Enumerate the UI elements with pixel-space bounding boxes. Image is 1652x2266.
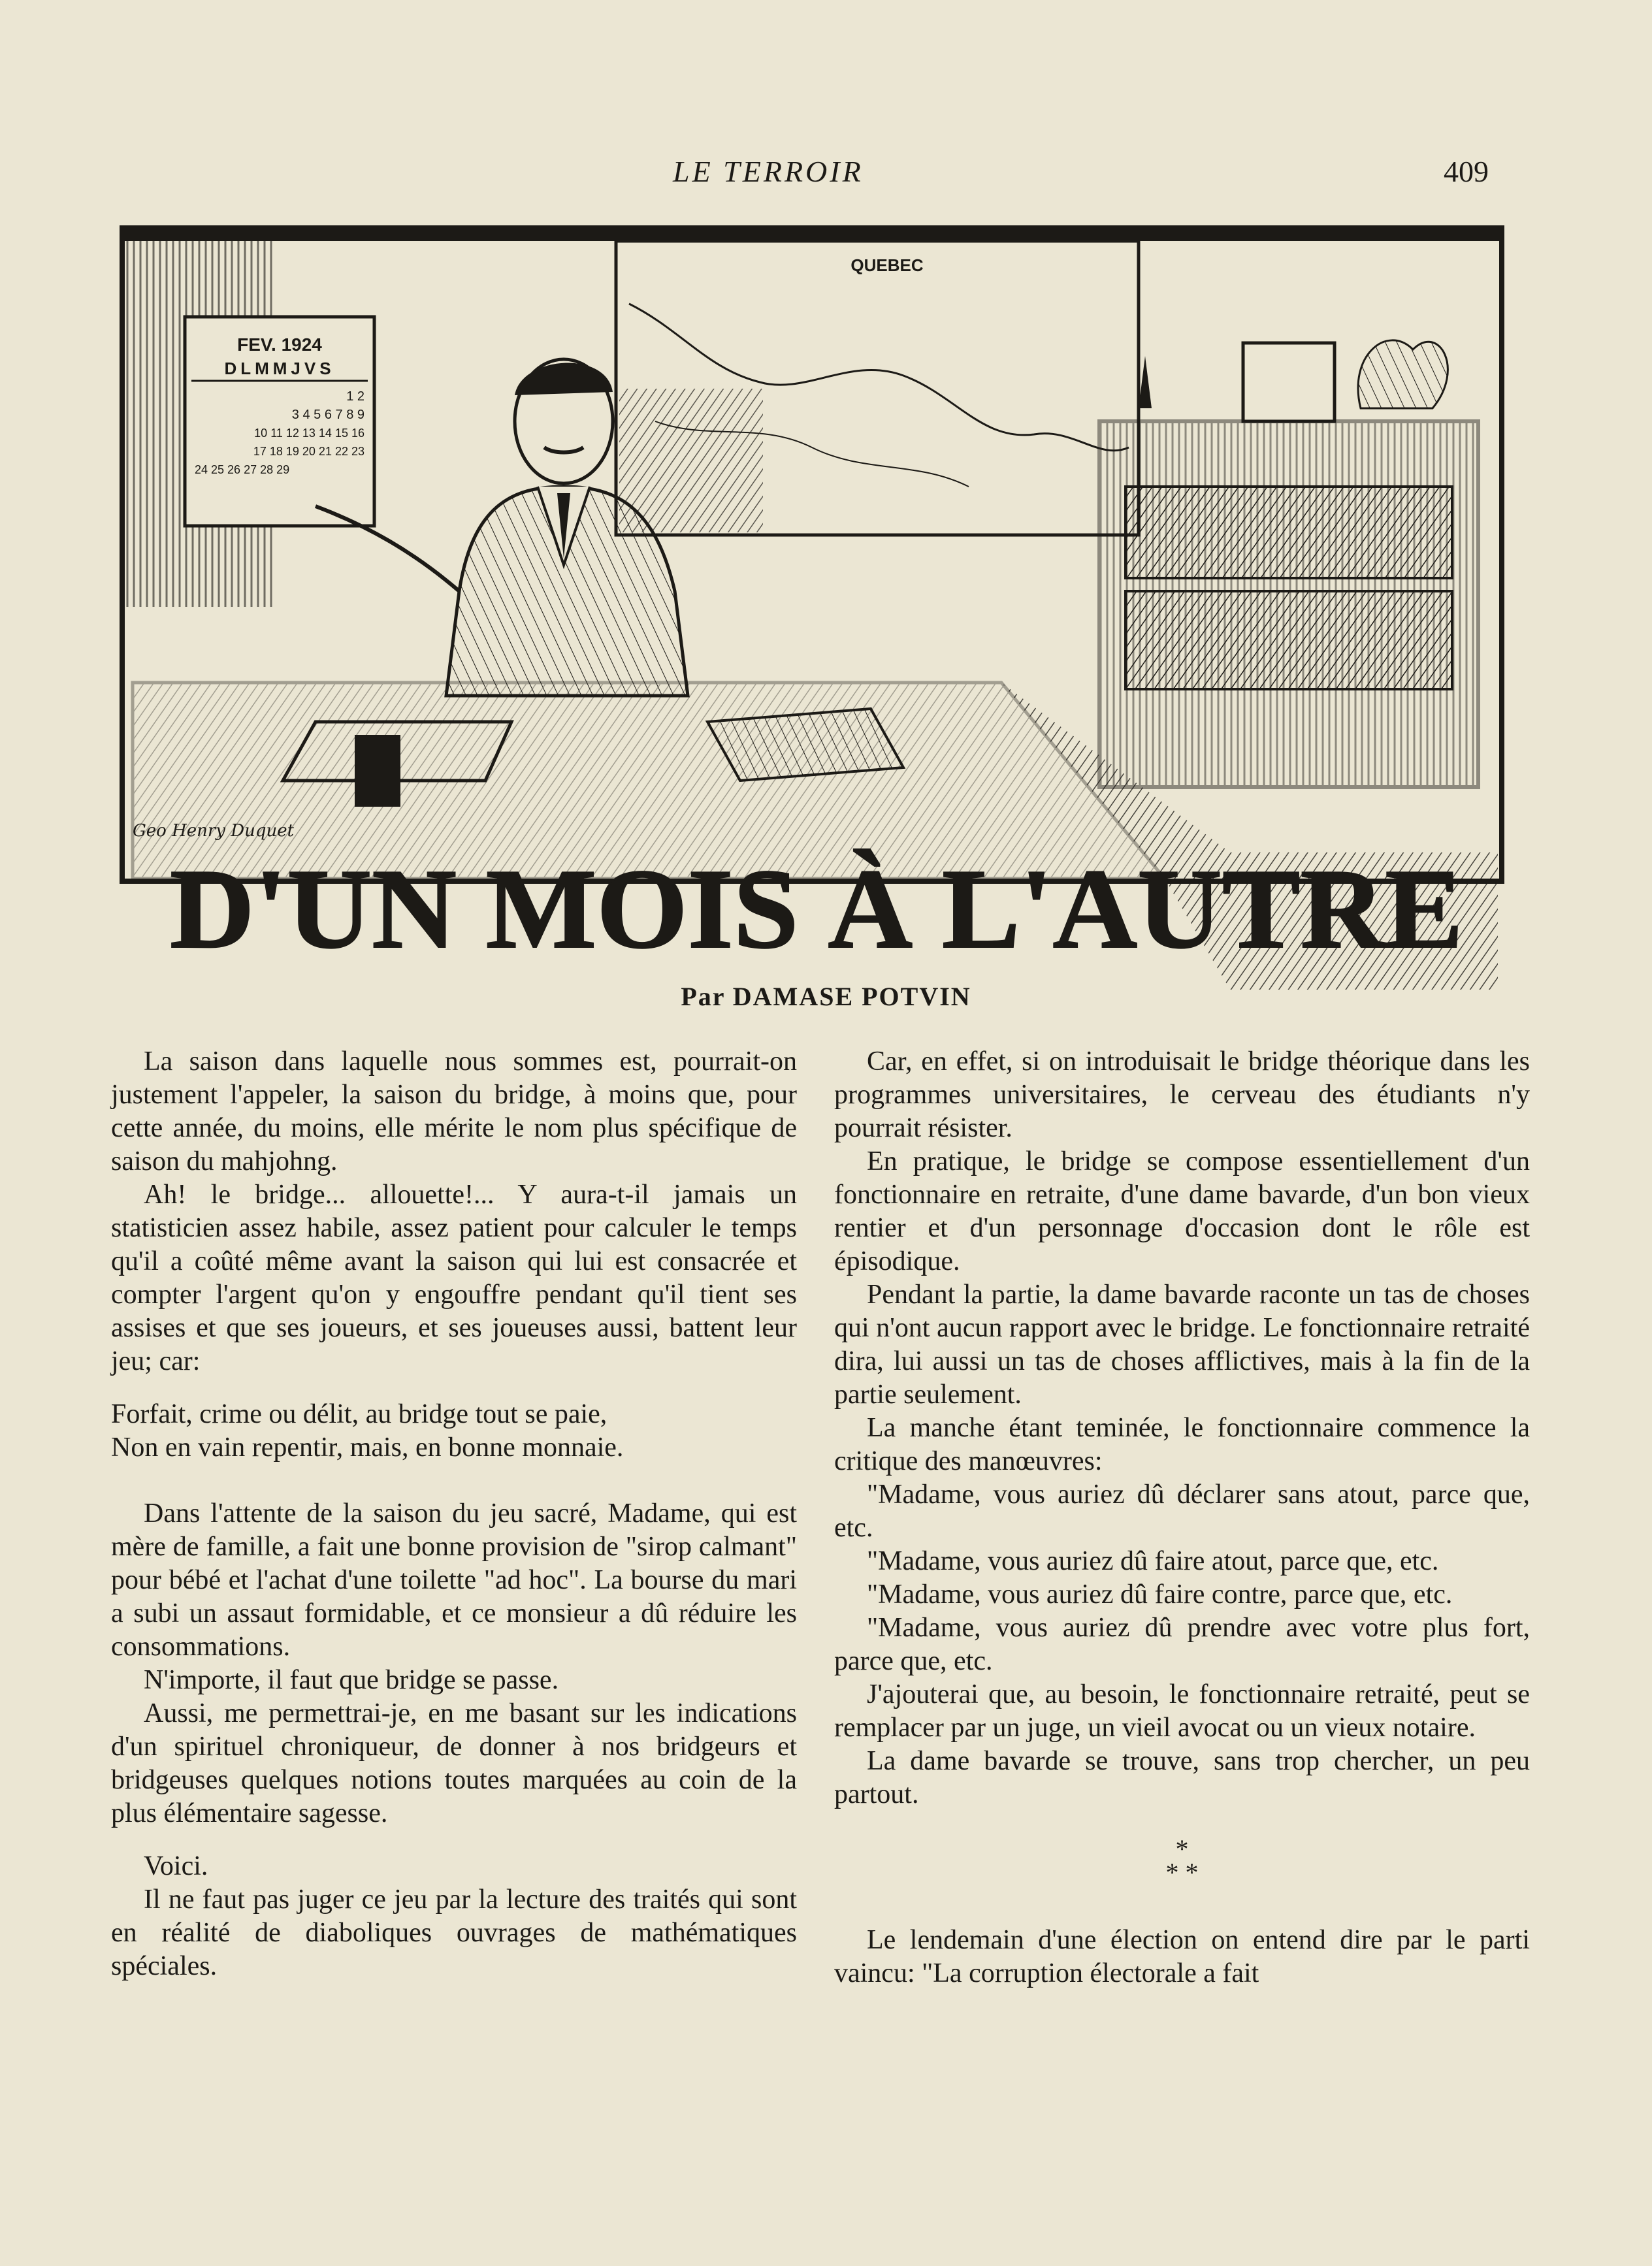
calendar-row-5: 24 25 26 27 28 29 — [195, 463, 290, 476]
running-title: LE TERROIR — [673, 155, 864, 188]
paragraph: La manche étant teminée, le fonctionnaire commence la critique des manœuvres: — [834, 1413, 1530, 1476]
calendar-row-2: 3 4 5 6 7 8 9 — [291, 408, 364, 422]
paragraph: "Madame, vous auriez dû faire atout, parce que, etc. — [867, 1546, 1439, 1576]
map-label: QUEBEC — [850, 255, 924, 275]
paragraph: Voici. — [144, 1851, 208, 1881]
paragraph: N'importe, il faut que bridge se passe. — [144, 1665, 559, 1695]
article-title — [131, 839, 1502, 970]
byline: Par DAMASE POTVIN — [681, 982, 971, 1011]
left-column — [111, 1045, 797, 1983]
paragraph: "Madame, vous auriez dû faire contre, parce que, etc. — [867, 1579, 1453, 1610]
article-title-text: D'UN MOIS À L'AUTRE — [170, 845, 1463, 970]
calendar-weekdays: DLMMJVS — [224, 359, 335, 378]
separator-stars-bottom: * * — [1165, 1858, 1199, 1887]
quebec-map — [616, 241, 1139, 535]
paragraph: "Madame, vous auriez dû déclarer sans atout, parce que, etc. — [834, 1480, 1530, 1543]
cabinet — [1099, 340, 1478, 787]
verse-line: Non en vain repentir, mais, en bonne monnaie. — [111, 1432, 624, 1463]
verse-line: Forfait, crime ou délit, au bridge tout se paie, — [111, 1399, 607, 1429]
right-column — [834, 1045, 1530, 1990]
paragraph: Dans l'attente de la saison du jeu sacré, Madame, qui est mère de famille, a fait une bonne provision de "sirop calmant" pour bébé et l'achat d'une toilette "ad hoc". La bourse du mari a subi un assaut formidable, et ce monsieur a dû réduire les consommations. — [111, 1498, 797, 1662]
paragraph: J'ajouterai que, au besoin, le fonctionnaire retraité, peut se remplacer par un juge, un vieil avocat ou un vieux notaire. — [834, 1679, 1530, 1743]
paragraph: Le lendemain d'une élection on entend dire par le parti vaincu: "La corruption électorale a fait — [834, 1925, 1530, 1988]
calendar-row-3: 10 11 12 13 14 15 16 — [254, 427, 364, 440]
paragraph: La dame bavarde se trouve, sans trop chercher, un peu partout. — [834, 1746, 1530, 1809]
calendar-month: FEV. 1924 — [237, 334, 322, 355]
paragraph: Car, en effet, si on introduisait le bridge théorique dans les programmes universitaires, le cerveau des étudiants n'y pourrait résister. — [834, 1046, 1530, 1143]
calendar-row-4: 17 18 19 20 21 22 23 — [253, 445, 364, 458]
paragraph: Il ne faut pas juger ce jeu par la lecture des traités qui sont en réalité de diaboliques ouvrages de mathématiques spéciales. — [111, 1885, 797, 1981]
paragraph: En pratique, le bridge se compose essentiellement d'un fonctionnaire en retraite, d'une dame bavarde, d'un bon vieux rentier et d'un personnage d'occasion dont le rôle est épisodique. — [834, 1146, 1530, 1276]
paragraph: La saison dans laquelle nous sommes est, pourrait-on justement l'appeler, la saison du bridge, à moins que, pour cette année, du moins, elle mérite le nom plus spécifique de saison du mahjohng. — [111, 1046, 797, 1176]
separator-star-top: * — [1175, 1834, 1189, 1864]
paragraph: Aussi, me permettrai-je, en me basant sur les indications d'un spirituel chroniqueur, de donner à nos bridgeurs et bridgeuses quelques notions toutes marquées au coin de la plus élémentaire sagesse. — [111, 1698, 797, 1828]
paragraph: Ah! le bridge... allouette!... Y aura-t-il jamais un statisticien assez habile, assez patient pour calculer le temps qu'il a coûté même avant la saison qui lui est consacrée et compter l'argent qu'on y engouffre pendant qu'il tient ses assises et que ses joueurs, et ses joueuses aussi, battent leur jeu; car: — [111, 1180, 797, 1376]
calendar-row-1: 1 2 — [346, 389, 364, 404]
section-separator — [834, 1834, 1530, 1887]
artist-signature: Geo Henry Duquet — [133, 821, 295, 841]
page-number: 409 — [1444, 155, 1489, 188]
wall-calendar — [185, 317, 374, 526]
paragraph: Pendant la partie, la dame bavarde raconte un tas de choses qui n'ont aucun rapport avec le bridge. Le fonctionnaire retraité dira, lui aussi un tas de choses afflictives, mais à la fin de la partie seulement. — [834, 1280, 1530, 1410]
paragraph: "Madame, vous auriez dû prendre avec votre plus fort, parce que, etc. — [834, 1613, 1530, 1676]
